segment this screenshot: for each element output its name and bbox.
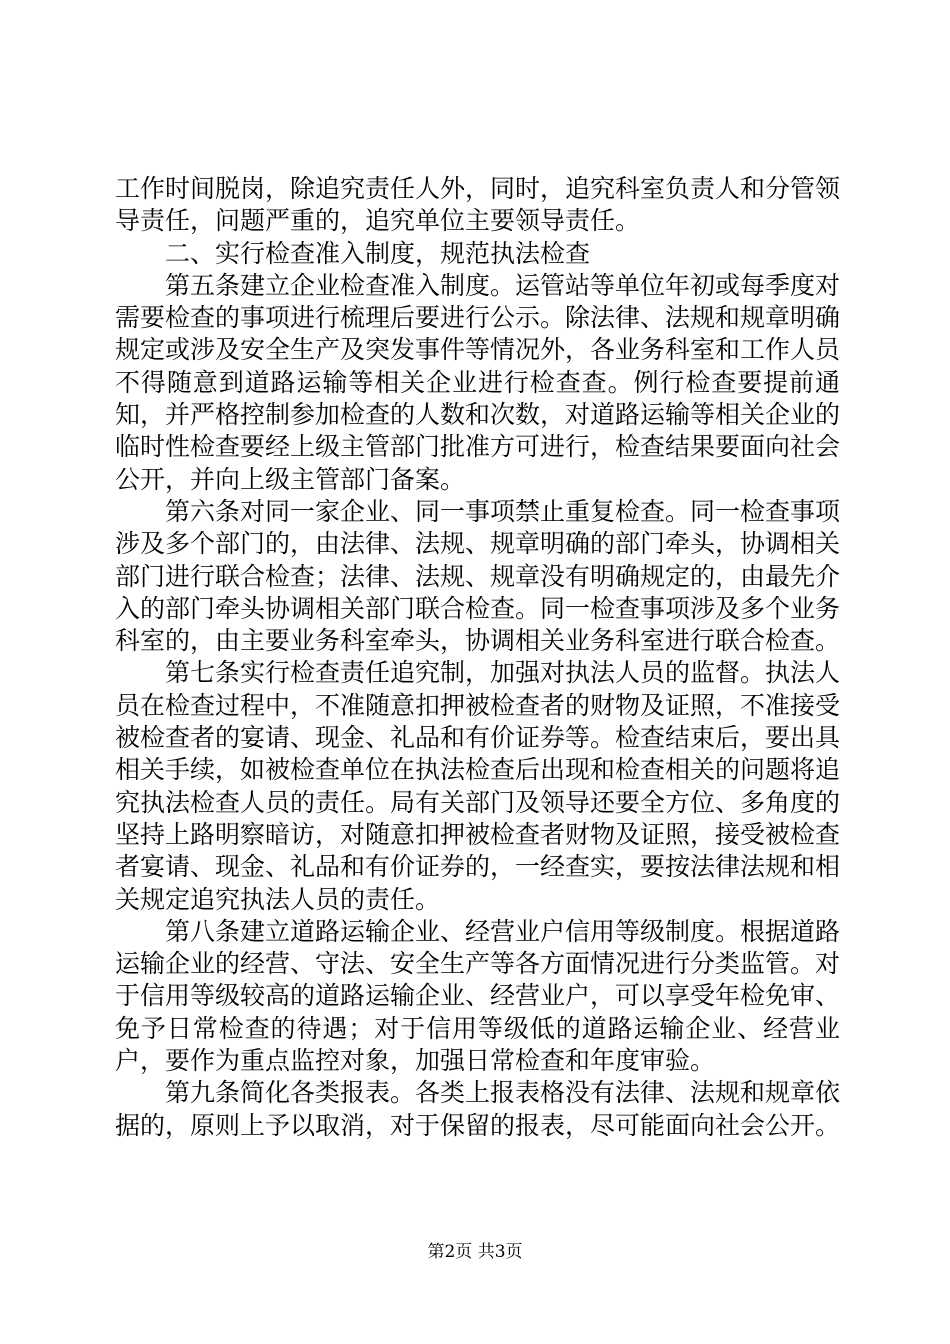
article-9-paragraph: 第九条简化各类报表。各类上报表格没有法律、法规和规章依据的，原则上予以取消，对于保留的报表，尽可能面向社会公开。 (115, 1078, 841, 1140)
page-footer: 第2页 共3页 (427, 1242, 523, 1262)
document-body (115, 173, 840, 1142)
article-7-paragraph: 第七条实行检查责任追究制，加强对执法人员的监督。执法人员在检查过程中，不准随意扣押被检查者的财物及证照，不准接受被检查者的宴请、现金、礼品和有价证券等。检查结束后，要出具相关手续，如被检查单位在执法检查后出现和检查相关的问题将追究执法检查人员的责任。局有关部门及领导还要全方位、多角度的坚持上路明察暗访，对随意扣押被检查者财物及证照，接受被检查者宴请、现金、礼品和有价证券的，一经查实，要按法律法规和相关规定追究执法人员的责任。 (115, 658, 841, 914)
section-heading: 二、实行检查准入制度，规范执法检查 (165, 238, 591, 268)
article-6-paragraph: 第六条对同一家企业、同一事项禁止重复检查。同一检查事项涉及多个部门的，由法律、法规、规章明确的部门牵头，协调相关部门进行联合检查；法律、法规、规章没有明确规定的，由最先介入的部门牵头协调相关部门联合检查。同一检查事项涉及多个业务科室的，由主要业务科室牵头，协调相关业务科室进行联合检查。 (115, 496, 841, 656)
article-5-paragraph: 第五条建立企业检查准入制度。运管站等单位年初或每季度对需要检查的事项进行梳理后要进行公示。除法律、法规和规章明确规定或涉及安全生产及突发事件等情况外，各业务科室和工作人员不得随意到道路运输等相关企业进行检查查。例行检查要提前通知，并严格控制参加检查的人数和次数，对道路运输等相关企业的临时性检查要经上级主管部门批准方可进行，检查结果要面向社会公开，并向上级主管部门备案。 (115, 270, 841, 494)
paragraph-continuation: 工作时间脱岗，除追究责任人外，同时，追究科室负责人和分管领导责任，问题严重的，追究单位主要领导责任。 (115, 174, 841, 236)
article-8-paragraph: 第八条建立道路运输企业、经营业户信用等级制度。根据道路运输企业的经营、守法、安全生产等各方面情况进行分类监管。对于信用等级较高的道路运输企业、经营业户，可以享受年检免审、免予日常检查的待遇；对于信用等级低的道路运输企业、经营业户，要作为重点监控对象，加强日常检查和年度审验。 (115, 916, 841, 1076)
